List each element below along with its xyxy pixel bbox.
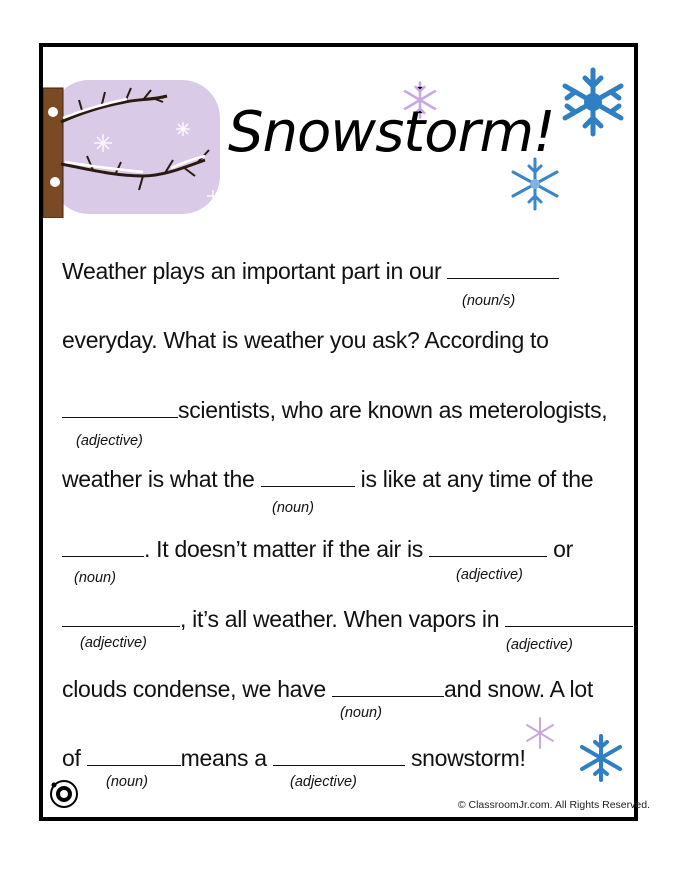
blank-hint: (adjective)	[456, 567, 523, 583]
story-line	[62, 745, 526, 772]
blank-field[interactable]	[87, 745, 181, 766]
story-text: is like at any time of the	[354, 466, 594, 492]
story-line	[62, 536, 573, 563]
story-text: and snow. A lot	[443, 676, 593, 702]
blank-field[interactable]	[505, 606, 633, 627]
blank-hint: (noun)	[106, 774, 148, 790]
page-title: Snowstorm!	[228, 100, 555, 165]
story-line	[62, 466, 593, 493]
story-text: clouds condense, we have	[62, 676, 332, 702]
blank-hint: (noun)	[340, 705, 382, 721]
blank-hint: (noun)	[272, 500, 314, 516]
blank-field[interactable]	[62, 606, 180, 627]
blank-field[interactable]	[62, 536, 144, 557]
blank-hint: (adjective)	[290, 774, 357, 790]
blank-hint: (noun)	[74, 570, 116, 586]
story-text: scientists, who are known as meterologists,	[178, 397, 608, 423]
story-text: , it’s all weather. When vapors in	[180, 606, 506, 632]
snowflake-icon	[573, 733, 629, 783]
snowflake-icon	[552, 66, 634, 138]
copyright-footer: © ClassroomJr.com. All Rights Reserved.	[457, 799, 650, 811]
story-text: . It doesn’t matter if the air is	[144, 536, 430, 562]
blank-hint: (adjective)	[506, 637, 573, 653]
blank-hint: (noun/s)	[462, 293, 516, 309]
blank-field[interactable]	[62, 397, 178, 418]
snowflake-icon	[522, 716, 558, 750]
blank-field[interactable]	[447, 258, 559, 279]
blank-hint: (adjective)	[80, 635, 147, 651]
blank-field[interactable]	[332, 676, 444, 697]
blank-field[interactable]	[429, 536, 547, 557]
story-line	[62, 258, 559, 285]
story-text: weather is what the	[62, 466, 261, 492]
story-text: of	[62, 745, 87, 771]
story-line: everyday. What is weather you ask? According to	[62, 327, 549, 353]
story-text: snowstorm!	[404, 745, 526, 771]
winter-branch-illustration	[43, 72, 220, 218]
story-line	[62, 397, 607, 424]
orbit-logo-icon	[48, 778, 80, 810]
story-text: means a	[180, 745, 273, 771]
blank-field[interactable]	[273, 745, 405, 766]
blank-hint: (adjective)	[76, 433, 143, 449]
story-line	[62, 606, 633, 633]
story-text: or	[547, 536, 574, 562]
blank-field[interactable]	[261, 466, 355, 487]
story-line	[62, 676, 593, 703]
story-text: Weather plays an important part in our	[62, 258, 448, 284]
